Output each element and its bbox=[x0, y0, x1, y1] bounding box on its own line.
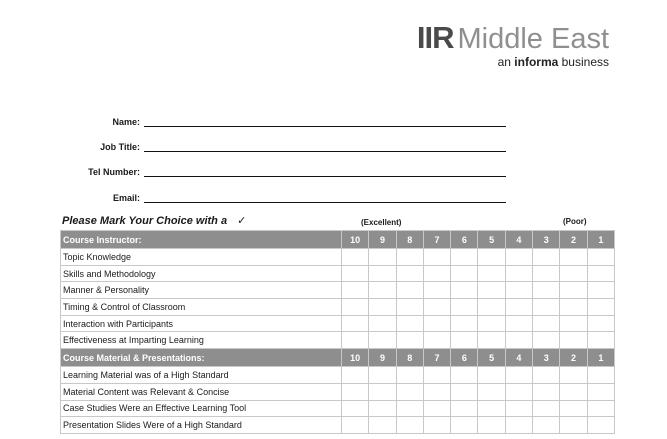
name-label: Name: bbox=[112, 117, 140, 127]
rating-cell[interactable] bbox=[369, 367, 396, 384]
rating-item-label: Learning Material was of a High Standard bbox=[61, 367, 342, 384]
rating-cell[interactable] bbox=[478, 400, 505, 417]
rating-cell[interactable] bbox=[587, 299, 614, 316]
rating-cell[interactable] bbox=[451, 383, 478, 400]
score-header: 5 bbox=[478, 349, 505, 367]
rating-cell[interactable] bbox=[560, 417, 587, 434]
instruction-text: Please Mark Your Choice with a ✓ bbox=[62, 215, 247, 227]
rating-cell[interactable] bbox=[423, 332, 450, 349]
rating-cell[interactable] bbox=[451, 332, 478, 349]
logo-tagline: an informa business bbox=[497, 55, 609, 69]
rating-cell[interactable] bbox=[533, 383, 560, 400]
score-header: 2 bbox=[560, 231, 587, 249]
rating-cell[interactable] bbox=[533, 315, 560, 332]
rating-cell[interactable] bbox=[505, 282, 532, 299]
rating-cell[interactable] bbox=[396, 299, 423, 316]
rating-cell[interactable] bbox=[369, 400, 396, 417]
score-header: 10 bbox=[342, 231, 369, 249]
rating-cell[interactable] bbox=[587, 315, 614, 332]
rating-cell[interactable] bbox=[369, 249, 396, 266]
rating-cell[interactable] bbox=[342, 367, 369, 384]
rating-cell[interactable] bbox=[342, 265, 369, 282]
section-title: Course Instructor: bbox=[61, 231, 342, 249]
poor-label: (Poor) bbox=[563, 217, 587, 226]
rating-cell[interactable] bbox=[451, 417, 478, 434]
rating-cell[interactable] bbox=[451, 249, 478, 266]
rating-cell[interactable] bbox=[369, 332, 396, 349]
rating-cell[interactable] bbox=[342, 383, 369, 400]
rating-cell[interactable] bbox=[533, 249, 560, 266]
rating-cell[interactable] bbox=[505, 417, 532, 434]
name-input-line[interactable] bbox=[144, 117, 506, 127]
rating-cell[interactable] bbox=[478, 383, 505, 400]
score-header: 1 bbox=[587, 231, 614, 249]
rating-cell[interactable] bbox=[587, 400, 614, 417]
rating-cell[interactable] bbox=[396, 249, 423, 266]
rating-cell[interactable] bbox=[478, 249, 505, 266]
rating-row bbox=[61, 417, 615, 434]
rating-cell[interactable] bbox=[423, 400, 450, 417]
rating-item-label: Interaction with Participants bbox=[61, 315, 342, 332]
score-header: 2 bbox=[560, 349, 587, 367]
rating-cell[interactable] bbox=[342, 332, 369, 349]
rating-cell[interactable] bbox=[560, 282, 587, 299]
rating-cell[interactable] bbox=[505, 249, 532, 266]
company-logo bbox=[417, 20, 609, 69]
rating-cell[interactable] bbox=[423, 282, 450, 299]
score-header: 9 bbox=[369, 349, 396, 367]
logo-brand: IIR bbox=[416, 20, 454, 55]
tel-number-field[interactable] bbox=[60, 167, 506, 177]
rating-cell[interactable] bbox=[587, 383, 614, 400]
checkmark-icon: ✓ bbox=[237, 215, 247, 227]
rating-cell[interactable] bbox=[587, 265, 614, 282]
rating-cell[interactable] bbox=[560, 367, 587, 384]
name-field[interactable] bbox=[60, 117, 506, 127]
rating-cell[interactable] bbox=[423, 383, 450, 400]
score-header: 7 bbox=[423, 231, 450, 249]
job-title-input-line[interactable] bbox=[144, 142, 506, 152]
rating-cell[interactable] bbox=[505, 367, 532, 384]
email-input-line[interactable] bbox=[144, 193, 506, 203]
rating-cell[interactable] bbox=[369, 417, 396, 434]
rating-cell[interactable] bbox=[342, 400, 369, 417]
rating-row bbox=[61, 367, 615, 384]
rating-cell[interactable] bbox=[478, 417, 505, 434]
rating-row bbox=[61, 249, 615, 266]
rating-cell[interactable] bbox=[478, 367, 505, 384]
rating-cell[interactable] bbox=[505, 265, 532, 282]
score-header: 3 bbox=[533, 231, 560, 249]
score-header: 9 bbox=[369, 231, 396, 249]
rating-cell[interactable] bbox=[342, 315, 369, 332]
score-header: 5 bbox=[478, 231, 505, 249]
rating-cell[interactable] bbox=[505, 315, 532, 332]
score-header: 3 bbox=[533, 349, 560, 367]
score-header: 6 bbox=[451, 349, 478, 367]
section-title: Course Material & Presentations: bbox=[61, 349, 342, 367]
excellent-label: (Excellent) bbox=[361, 218, 402, 227]
rating-row bbox=[61, 282, 615, 299]
rating-cell[interactable] bbox=[451, 367, 478, 384]
rating-cell[interactable] bbox=[533, 367, 560, 384]
rating-cell[interactable] bbox=[396, 282, 423, 299]
tel-number-label: Tel Number: bbox=[88, 167, 140, 177]
rating-cell[interactable] bbox=[423, 249, 450, 266]
rating-row bbox=[61, 400, 615, 417]
rating-cell[interactable] bbox=[478, 315, 505, 332]
rating-cell[interactable] bbox=[369, 282, 396, 299]
job-title-field[interactable] bbox=[60, 142, 506, 152]
rating-cell[interactable] bbox=[560, 249, 587, 266]
rating-cell[interactable] bbox=[369, 265, 396, 282]
rating-cell[interactable] bbox=[423, 315, 450, 332]
score-header: 1 bbox=[587, 349, 614, 367]
rating-row bbox=[61, 315, 615, 332]
rating-item-label: Case Studies Were an Effective Learning Tool bbox=[61, 400, 342, 417]
rating-cell[interactable] bbox=[369, 383, 396, 400]
rating-cell[interactable] bbox=[587, 367, 614, 384]
section-header-row bbox=[61, 231, 615, 249]
rating-cell[interactable] bbox=[423, 265, 450, 282]
score-header: 4 bbox=[505, 231, 532, 249]
rating-cell[interactable] bbox=[505, 383, 532, 400]
rating-item-label: Material Content was Relevant & Concise bbox=[61, 383, 342, 400]
rating-row bbox=[61, 383, 615, 400]
rating-cell[interactable] bbox=[451, 315, 478, 332]
rating-cell[interactable] bbox=[478, 265, 505, 282]
rating-cell[interactable] bbox=[533, 400, 560, 417]
rating-cell[interactable] bbox=[423, 299, 450, 316]
job-title-label: Job Title: bbox=[100, 142, 140, 152]
rating-cell[interactable] bbox=[342, 417, 369, 434]
rating-cell[interactable] bbox=[478, 299, 505, 316]
rating-cell[interactable] bbox=[396, 265, 423, 282]
rating-cell[interactable] bbox=[451, 282, 478, 299]
score-header: 6 bbox=[451, 231, 478, 249]
rating-cell[interactable] bbox=[587, 332, 614, 349]
rating-cell[interactable] bbox=[560, 332, 587, 349]
score-header: 7 bbox=[423, 349, 450, 367]
rating-item-label: Skills and Methodology bbox=[61, 265, 342, 282]
rating-cell[interactable] bbox=[369, 299, 396, 316]
rating-item-label: Manner & Personality bbox=[61, 282, 342, 299]
rating-cell[interactable] bbox=[587, 282, 614, 299]
rating-cell[interactable] bbox=[533, 299, 560, 316]
rating-cell[interactable] bbox=[423, 417, 450, 434]
rating-cell[interactable] bbox=[478, 282, 505, 299]
rating-cell[interactable] bbox=[478, 332, 505, 349]
score-header: 8 bbox=[396, 231, 423, 249]
rating-item-label: Presentation Slides Were of a High Standard bbox=[61, 417, 342, 434]
rating-cell[interactable] bbox=[396, 332, 423, 349]
rating-cell[interactable] bbox=[533, 417, 560, 434]
tel-number-input-line[interactable] bbox=[144, 167, 506, 177]
rating-cell[interactable] bbox=[505, 400, 532, 417]
rating-cell[interactable] bbox=[342, 282, 369, 299]
rating-row bbox=[61, 332, 615, 349]
rating-cell[interactable] bbox=[560, 265, 587, 282]
rating-cell[interactable] bbox=[533, 282, 560, 299]
rating-cell[interactable] bbox=[396, 315, 423, 332]
rating-cell[interactable] bbox=[451, 265, 478, 282]
email-field[interactable] bbox=[60, 193, 506, 203]
rating-table bbox=[60, 230, 615, 434]
rating-cell[interactable] bbox=[560, 299, 587, 316]
rating-cell[interactable] bbox=[369, 315, 396, 332]
rating-cell[interactable] bbox=[396, 400, 423, 417]
rating-cell[interactable] bbox=[560, 383, 587, 400]
rating-cell[interactable] bbox=[560, 315, 587, 332]
rating-row bbox=[61, 265, 615, 282]
rating-cell[interactable] bbox=[396, 383, 423, 400]
rating-cell[interactable] bbox=[342, 249, 369, 266]
rating-cell[interactable] bbox=[560, 400, 587, 417]
score-header: 8 bbox=[396, 349, 423, 367]
rating-cell[interactable] bbox=[451, 400, 478, 417]
score-header: 10 bbox=[342, 349, 369, 367]
rating-cell[interactable] bbox=[451, 299, 478, 316]
rating-cell[interactable] bbox=[396, 417, 423, 434]
section-header-row bbox=[61, 349, 615, 367]
rating-cell[interactable] bbox=[505, 299, 532, 316]
rating-cell[interactable] bbox=[396, 367, 423, 384]
rating-cell[interactable] bbox=[533, 265, 560, 282]
rating-item-label: Effectiveness at Imparting Learning bbox=[61, 332, 342, 349]
rating-cell[interactable] bbox=[533, 332, 560, 349]
email-label: Email: bbox=[112, 193, 140, 203]
logo-region: Middle East bbox=[457, 23, 609, 55]
rating-cell[interactable] bbox=[505, 332, 532, 349]
rating-item-label: Timing & Control of Classroom bbox=[61, 299, 342, 316]
rating-item-label: Topic Knowledge bbox=[61, 249, 342, 266]
score-header: 4 bbox=[505, 349, 532, 367]
rating-cell[interactable] bbox=[587, 417, 614, 434]
rating-row bbox=[61, 299, 615, 316]
rating-cell[interactable] bbox=[587, 249, 614, 266]
rating-cell[interactable] bbox=[423, 367, 450, 384]
rating-cell[interactable] bbox=[342, 299, 369, 316]
